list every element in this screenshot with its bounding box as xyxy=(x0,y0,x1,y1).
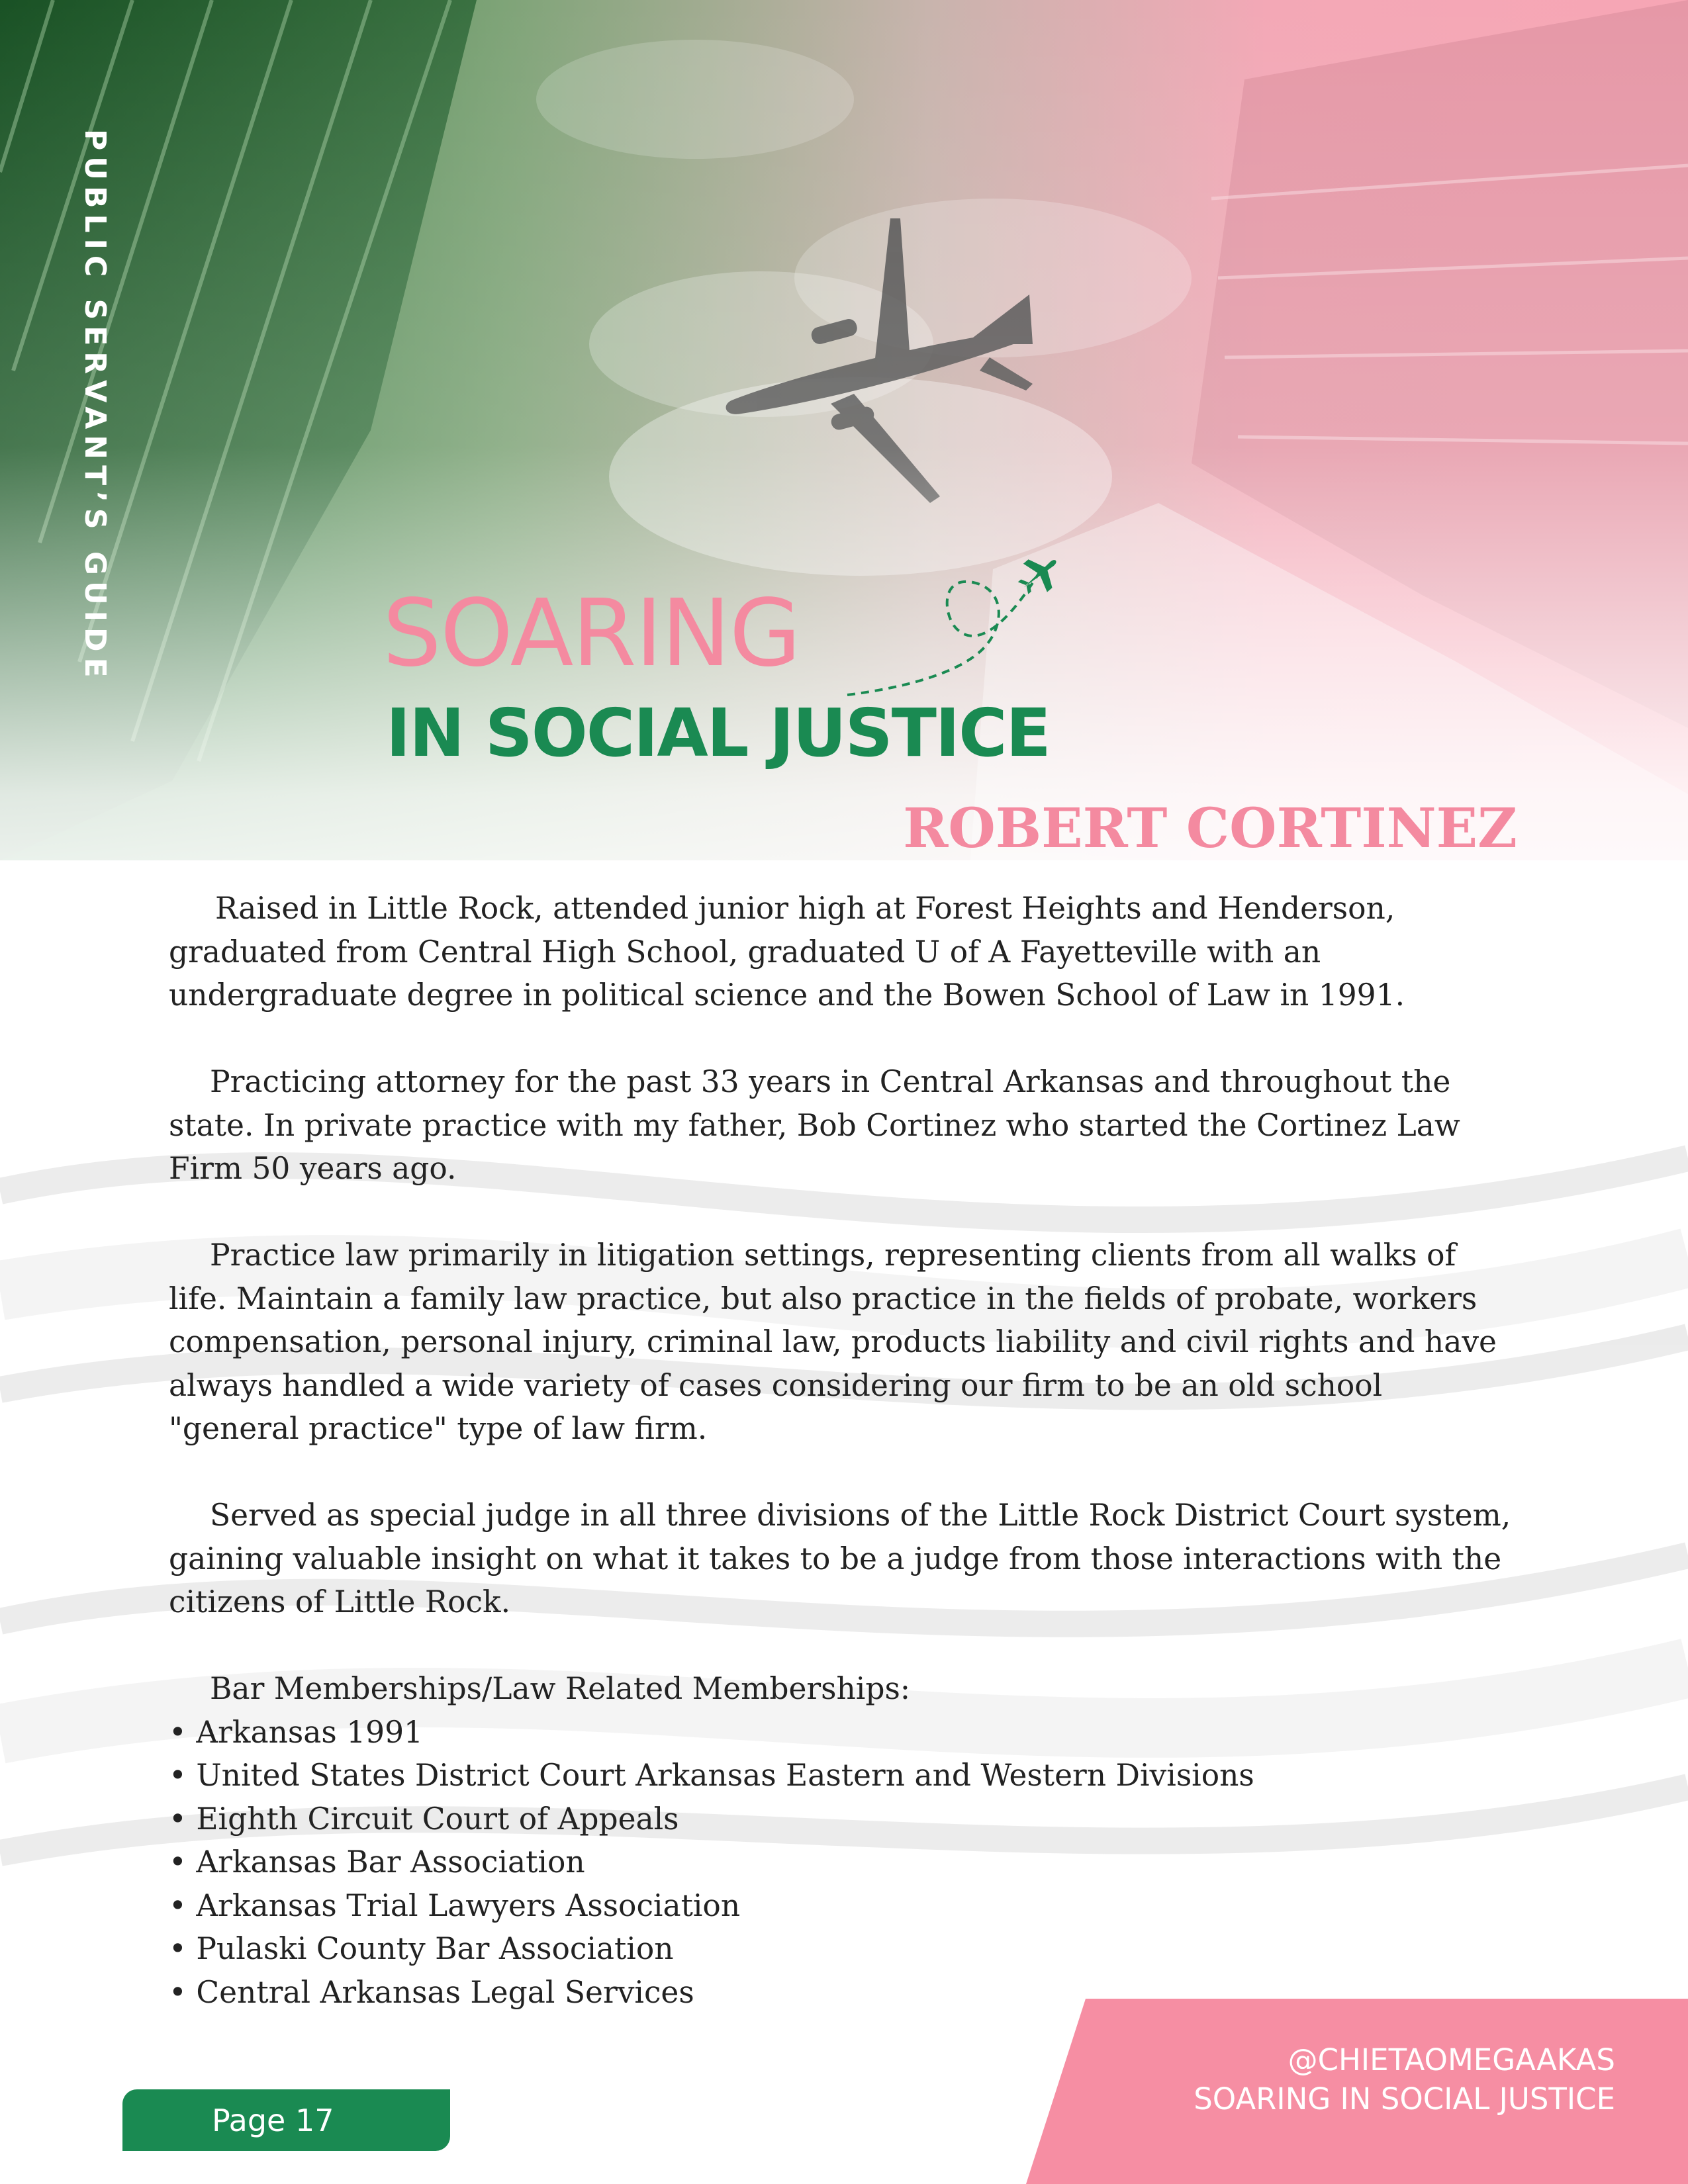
list-item: • Arkansas Bar Association xyxy=(169,1841,1519,1884)
page-number: Page 17 xyxy=(212,2102,334,2138)
memberships-heading: Bar Memberships/Law Related Memberships: xyxy=(210,1671,911,1706)
memberships-list xyxy=(169,1711,1519,2015)
list-item: • Eighth Circuit Court of Appeals xyxy=(169,1797,1519,1841)
flight-path-graphic xyxy=(841,543,1059,702)
paragraph-education: Raised in Little Rock, attended junior high at Forest Heights and Henderson, graduated from Central High School, graduated U of A Fayetteville with an undergraduate degree in political science and the Bowen School of Law in 1991. xyxy=(169,891,1405,1013)
paragraph-practice-history: Practicing attorney for the past 33 years in Central Arkansas and throughout the state. In private practice with my father, Bob Cortinez who started the Cortinez Law Firm 50 years ago. xyxy=(169,1064,1460,1186)
list-item: • United States District Court Arkansas Eastern and Western Divisions xyxy=(169,1754,1519,1797)
profile-body xyxy=(169,887,1519,2014)
list-item: • Central Arkansas Legal Services xyxy=(169,1971,1519,2015)
paragraph-special-judge: Served as special judge in all three divisions of the Little Rock District Court system, gaining valuable insight on what it takes to be a judge from those interactions with the citizens of Little Rock. xyxy=(169,1498,1511,1619)
profile-name: ROBERT CORTINEZ xyxy=(903,797,1517,860)
heading-soaring: SOARING xyxy=(383,580,800,688)
footer-tagline: SOARING IN SOCIAL JUSTICE xyxy=(1194,2081,1615,2116)
page-number-badge xyxy=(122,2089,450,2151)
publication-title-vertical: PUBLIC SERVANT’S GUIDE xyxy=(78,129,112,684)
small-airplane-icon xyxy=(1011,547,1059,602)
social-handle: @CHIETAOMEGAAKAS xyxy=(1288,2042,1615,2077)
list-item: • Arkansas Trial Lawyers Association xyxy=(169,1884,1519,1928)
heading-in-social-justice: IN SOCIAL JUSTICE xyxy=(386,694,1050,772)
list-item: • Pulaski County Bar Association xyxy=(169,1927,1519,1971)
list-item: • Arkansas 1991 xyxy=(169,1711,1519,1754)
paragraph-practice-areas: Practice law primarily in litigation settings, representing clients from all walks of life. Maintain a family law practice, but also practice in the fields of probate, workers compensation, personal injury, criminal law, products liability and civil rights and have always handled a wide variety of cases considering our firm to be an old school "general practice" type of law firm. xyxy=(169,1238,1497,1446)
